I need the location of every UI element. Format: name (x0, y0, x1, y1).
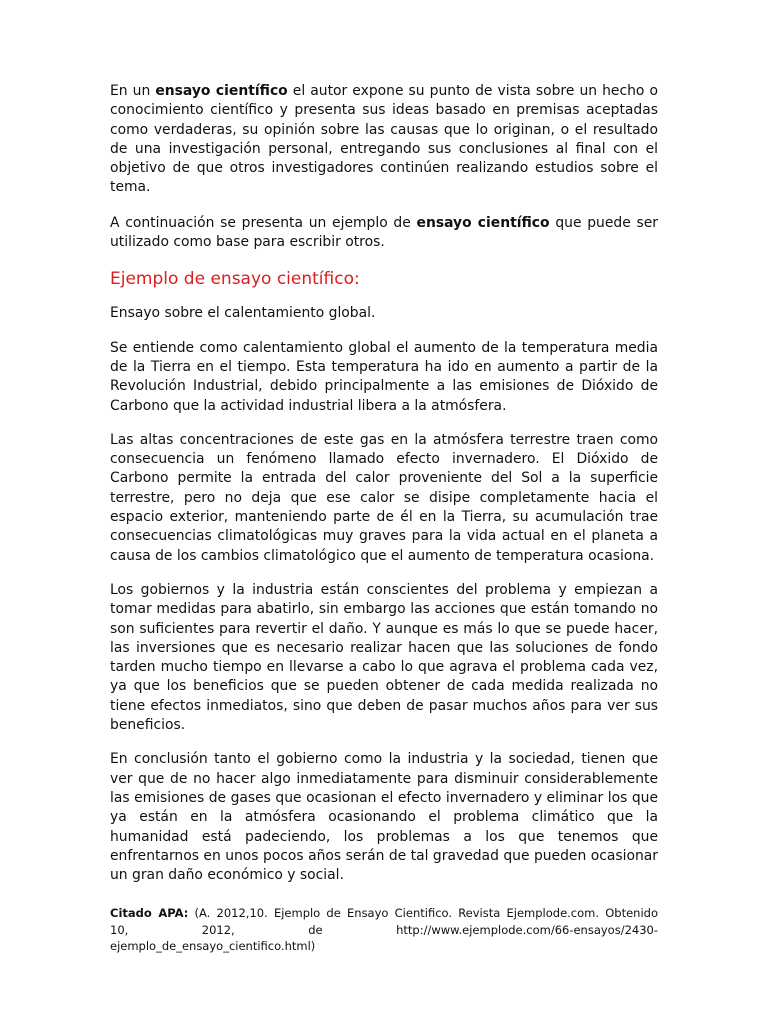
intro-text-start: En un (110, 83, 156, 99)
citation-text-1: (A. 2012,10. Ejemplo de Ensayo Cientifico. Revista Ejemplode.com. Obtenido (188, 906, 658, 921)
body-paragraph-2: Las altas concentraciones de este gas en la atmósfera terrestre traen como consecuencia un fenómeno llamado efecto invernadero. El Dióxido de Carbono permite la entrada del calor proveniente del Sol a la superficie terrestre, pero no deja que ese calor se disipe completamente hacia el espacio exterior, manteniendo parte de él en la Tierra, su acumulación trae consecuencias climatológicas muy graves para la vida actual en el planeta a causa de los cambios climatológico que el aumento de temperatura ocasiona. (110, 431, 658, 564)
section-heading: Ejemplo de ensayo científico: (110, 269, 360, 290)
document-page (110, 82, 658, 955)
continuation-text-start: A continuación se presenta un ejemplo de (110, 214, 417, 231)
intro-text-rest: el autor expone su punto de vista sobre un hecho o conocimiento científico y presenta sus ideas basado en premisas aceptadas como verdaderas, su opinión sobre las causas que lo originan, o el resultado de una investigación personal, entregando sus conclusiones al final con el objetivo de que otros investigadores continúen realizando estudios sobre el tema. (110, 83, 658, 196)
citation-line-3: ejemplo_de_ensayo_cientifico.html) (110, 939, 316, 954)
continuation-bold-term: ensayo científico (416, 214, 550, 231)
intro-bold-term: ensayo científico (155, 83, 288, 99)
citation-label: Citado APA: (110, 906, 189, 921)
body-paragraph-4: En conclusión tanto el gobierno como la industria y la sociedad, tienen que ver que de no hacer algo inmediatamente para disminuir considerablemente las emisiones de gases que ocasionan el efecto invernadero y eliminar los que ya están en la atmósfera ocasionando el problema climático que la humanidad está padeciendo, los problemas a los que tenemos que enfrentarnos en unos pocos años serán de tal gravedad que pueden ocasionar un gran daño económico y social. (110, 751, 658, 884)
body-paragraph-1: Se entiende como calentamiento global el aumento de la temperatura media de la Tierra en el tiempo. Esta temperatura ha ido en aumento a partir de la Revolución Industrial, debido principalmente a las emisiones de Dióxido de Carbono que la actividad industrial libera a la atmósfera. (110, 339, 658, 414)
body-paragraph-3: Los gobiernos y la industria están conscientes del problema y empiezan a tomar medidas para abatirlo, sin embargo las acciones que están tomando no son suficientes para revertir el daño. Y aunque es más lo que se puede hacer, las inversiones que es necesario realizar hacen que las soluciones de fondo tarden mucho tiempo en llevarse a cabo lo que agrava el problema cada vez, ya que los beneficios que se pueden obtener de cada medida realizada no tiene efectos inmediatos, sino que deben de pasar muchos años para ver sus beneficios. (110, 581, 658, 734)
citation-line-1 (110, 905, 658, 922)
citation-line-2: 10, 2012, de http://www.ejemplode.com/66-ensayos/2430- (110, 922, 658, 937)
intro-paragraph (110, 82, 658, 198)
citation-block (110, 905, 658, 955)
essay-title: Ensayo sobre el calentamiento global. (110, 305, 376, 322)
continuation-paragraph (110, 214, 658, 253)
continuation-text-rest: que puede ser utilizado como base para escribir otros. (110, 214, 658, 251)
